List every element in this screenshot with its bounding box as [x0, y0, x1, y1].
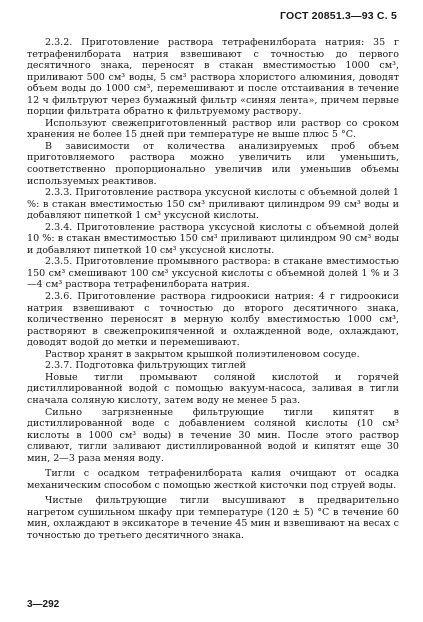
paragraph-2-3-6: 2.3.6. Приготовление раствора гидроокиси натрия: 4 г гидроокиси натрия взвешивают с точностью до второго десятичного знака, количественно переносят в мерную колбу вместимостью 1000 см³, растворяют в свежепрокипяченной и охлажденной воде, охлаждают, доводят водой до метки и перемешивают.: [27, 291, 399, 349]
paragraph-volume-note: В зависимости от количества анализируемых проб объем приготовляемого раствора можно увеличить или уменьшить, соответственно пропорционально увеличив или уменьшив объемы используемых реактивов.: [27, 140, 399, 187]
page-footer: 3—292: [27, 599, 60, 610]
paragraph-2-3-4: 2.3.4. Приготовление раствора уксусной кислоты с объемной долей 10 %: в стакан вместимостью 150 см³ приливают цилиндром 90 см³ воды и добавляют пипеткой 10 см³ уксусной кислоты.: [27, 221, 399, 256]
paragraph-drying: Чистые фильтрующие тигли высушивают в предварительно нагретом сушильном шкафу при температуре (120 ± 5) °С в течение 60 мин, охлаждают в эксикаторе в течение 45 мин и взвешивают на весах с точностью до третьего десятичного знака.: [27, 495, 399, 541]
paragraph-2-3-3: 2.3.3. Приготовление раствора уксусной кислоты с объемной долей 1 %: в стакан вместимостью 150 см³ приливают цилиндром 99 см³ воды и добавляют пипеткой 1 см³ уксусной кислоты.: [27, 187, 399, 222]
paragraph-storage: Используют свежеприготовленный раствор или раствор со сроком хранения не более 15 дней при температуре не выше плюс 5 °С.: [27, 117, 399, 141]
document-body: [27, 37, 399, 542]
paragraph-new-crucibles: Новые тигли промывают соляной кислотой и горячей дистиллированной водой с помощью вакуум-насоса, заливая в тигли сначала соляную кислоту, затем воду не менее 5 раз.: [27, 371, 399, 406]
paragraph-dirty-crucibles: Сильно загрязненные фильтрующие тигли кипятят в дистиллированной воде с добавлением соляной кислоты (10 см³ кислоты в 1000 см³ воды) в течение 30 мин. После этого раствор сливают, тигли заливают дистиллированной водой и кипятят еще 30 мин, 2—3 раза меняя воду.: [27, 406, 399, 464]
paragraph-precipitate-cleaning: Тигли с осадком тетрафенилбората калия очищают от осадка механическим способом с помощью жесткой кисточки под струей воды.: [27, 468, 399, 491]
paragraph-2-3-2: 2.3.2. Приготовление раствора тетрафенилбората натрия: 35 г тетрафенилбората натрия взвешивают с точностью до первого десятичного знака, переносят в стакан вместимостью 1000 см³, приливают 500 см³ воды, 5 см³ раствора хлористого алюминия, доводят объем воды до 1000 см³, перемешивают и после отстаивания в течение 12 ч фильтруют через бумажный фильтр «синяя лента», причем первые порции фильтрата обратно к фильтруемому раствору.: [27, 37, 399, 118]
page-header: ГОСТ 20851.3—93 С. 5: [280, 10, 397, 22]
section-heading-2-3-7: 2.3.7. Подготовка фильтрующих тиглей: [45, 360, 246, 372]
paragraph-storage-vessel: Раствор хранят в закрытом крышкой полиэтиленовом сосуде.: [45, 348, 360, 360]
paragraph-2-3-5: 2.3.5. Приготовление промывного раствора: в стакане вместимостью 150 см³ смешивают 100 см³ уксусной кислоты с объемной долей 1 % и 3—4 см³ раствора тетрафенилбората натрия.: [27, 256, 399, 291]
